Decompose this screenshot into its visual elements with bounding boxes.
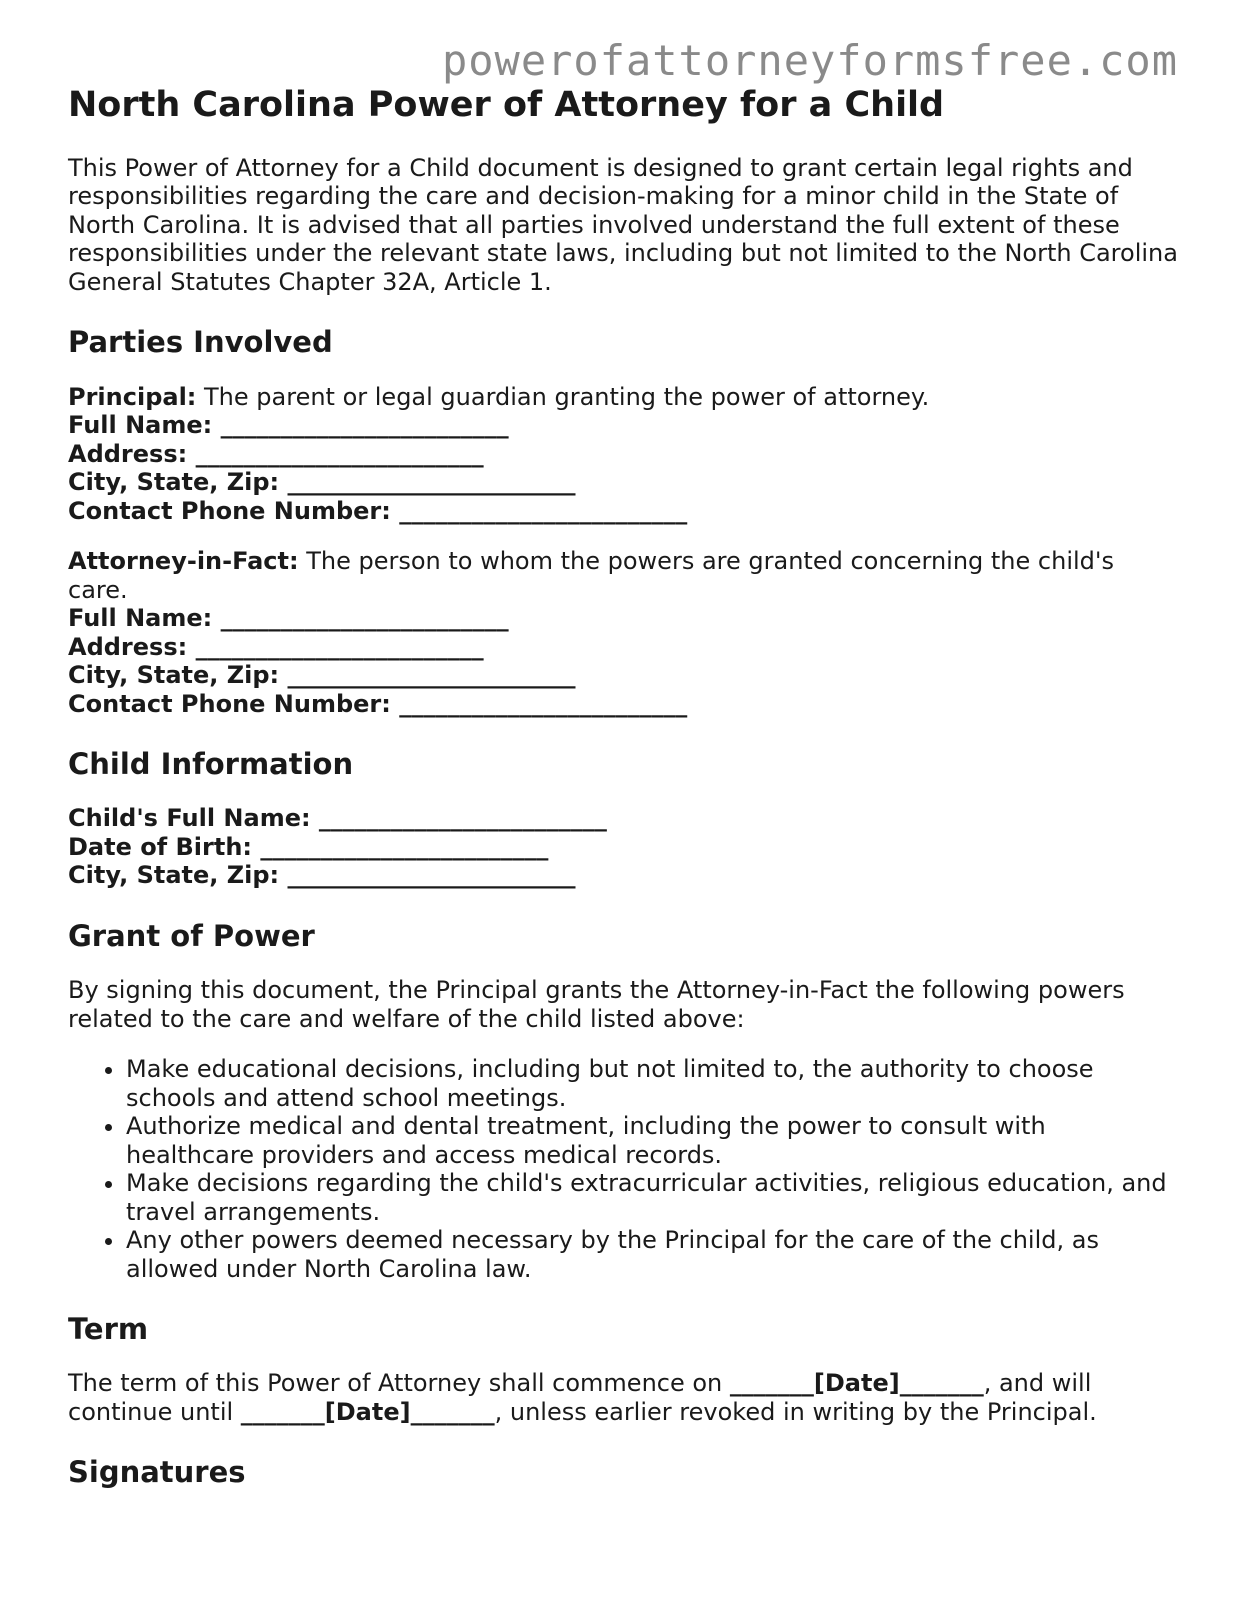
watermark: powerofattorneyformsfree.com xyxy=(441,36,1178,85)
end-date-blank[interactable]: _______[Date]_______ xyxy=(240,1397,495,1426)
principal-desc-text: The parent or legal guardian granting the power of attorney. xyxy=(196,382,930,411)
principal-phone-field[interactable] xyxy=(68,497,1178,526)
field-label: Full Name: xyxy=(68,411,213,439)
attorney-block xyxy=(68,547,1178,718)
field-label: Full Name: xyxy=(68,604,213,632)
field-label: Contact Phone Number: xyxy=(68,689,391,718)
powers-list xyxy=(68,1055,1178,1283)
field-blank: ________________________ xyxy=(252,832,549,861)
intro-paragraph: This Power of Attorney for a Child document is designed to grant certain legal rights and responsibilities regarding the care and decision-making for a minor child in the State of North Carolina. It is advised that all parties involved understand the full extent of these responsibilities under the relevant state laws, including but not limited to the North Carolina General Statutes Chapter 32A, Article 1. xyxy=(68,153,1178,296)
principal-full-name-field[interactable] xyxy=(68,411,1178,440)
field-blank: ________________________ xyxy=(279,861,576,890)
child-block xyxy=(68,804,1178,890)
principal-block xyxy=(68,383,1178,526)
list-item: • Any other powers deemed necessary by the Principal for the care of the child, as allowed under North Carolina law. xyxy=(126,1226,1178,1283)
list-item: • Make educational decisions, including but not limited to, the authority to choose schools and attend school meetings. xyxy=(126,1055,1178,1112)
term-text: The term of this Power of Attorney shall commence on xyxy=(68,1369,730,1398)
field-blank: ________________________ xyxy=(310,804,607,833)
child-dob-field[interactable] xyxy=(68,833,1178,862)
list-item: • Authorize medical and dental treatment, including the power to consult with healthcare providers and access medical records. xyxy=(126,1112,1178,1169)
field-label: Date of Birth: xyxy=(68,832,253,861)
term-paragraph xyxy=(68,1369,1178,1426)
field-blank: ________________________ xyxy=(390,689,688,718)
field-blank: ________________________ xyxy=(279,468,576,496)
principal-description xyxy=(68,383,1178,412)
attorney-label: Attorney-in-Fact: xyxy=(68,547,299,575)
list-item: • Make decisions regarding the child's extracurricular activities, religious education, and travel arrangements. xyxy=(126,1169,1178,1226)
principal-address-field[interactable] xyxy=(68,440,1178,469)
field-label: Child's Full Name: xyxy=(68,804,311,833)
attorney-full-name-field[interactable] xyxy=(68,604,1178,633)
grant-heading: Grant of Power xyxy=(68,918,315,953)
field-label: Address: xyxy=(68,439,188,468)
parties-heading: Parties Involved xyxy=(68,325,333,360)
term-heading: Term xyxy=(68,1312,149,1346)
field-label: Address: xyxy=(68,632,188,661)
signatures-heading: Signatures xyxy=(68,1455,246,1490)
page-title: North Carolina Power of Attorney for a Child xyxy=(68,85,945,125)
field-blank: ________________________ xyxy=(390,496,688,525)
principal-city-state-zip-field[interactable] xyxy=(68,468,1178,497)
field-label: City, State, Zip: xyxy=(68,861,280,890)
attorney-desc-text: The person to whom the powers are granted concerning the child's care. xyxy=(68,547,1114,604)
child-heading: Child Information xyxy=(68,747,354,781)
field-blank: ________________________ xyxy=(279,661,576,689)
child-city-state-zip-field[interactable] xyxy=(68,861,1178,890)
field-blank: ________________________ xyxy=(187,439,484,468)
field-blank: ________________________ xyxy=(212,604,509,632)
term-text: , and will continue until xyxy=(68,1369,1092,1426)
field-blank: ________________________ xyxy=(187,632,484,661)
field-blank: ________________________ xyxy=(212,411,509,439)
field-label: City, State, Zip: xyxy=(68,661,280,689)
start-date-blank[interactable]: _______[Date]_______ xyxy=(729,1369,984,1398)
field-label: Contact Phone Number: xyxy=(68,496,391,525)
field-label: City, State, Zip: xyxy=(68,468,280,496)
attorney-address-field[interactable] xyxy=(68,633,1178,662)
attorney-city-state-zip-field[interactable] xyxy=(68,661,1178,690)
attorney-description xyxy=(68,547,1178,604)
term-text: , unless earlier revoked in writing by the Principal. xyxy=(494,1397,1097,1426)
document-page xyxy=(68,84,1178,1513)
child-full-name-field[interactable] xyxy=(68,804,1178,833)
grant-paragraph: By signing this document, the Principal grants the Attorney-in-Fact the following powers related to the care and welfare of the child listed above: xyxy=(68,976,1125,1033)
attorney-phone-field[interactable] xyxy=(68,690,1178,719)
principal-label: Principal: xyxy=(68,382,197,411)
